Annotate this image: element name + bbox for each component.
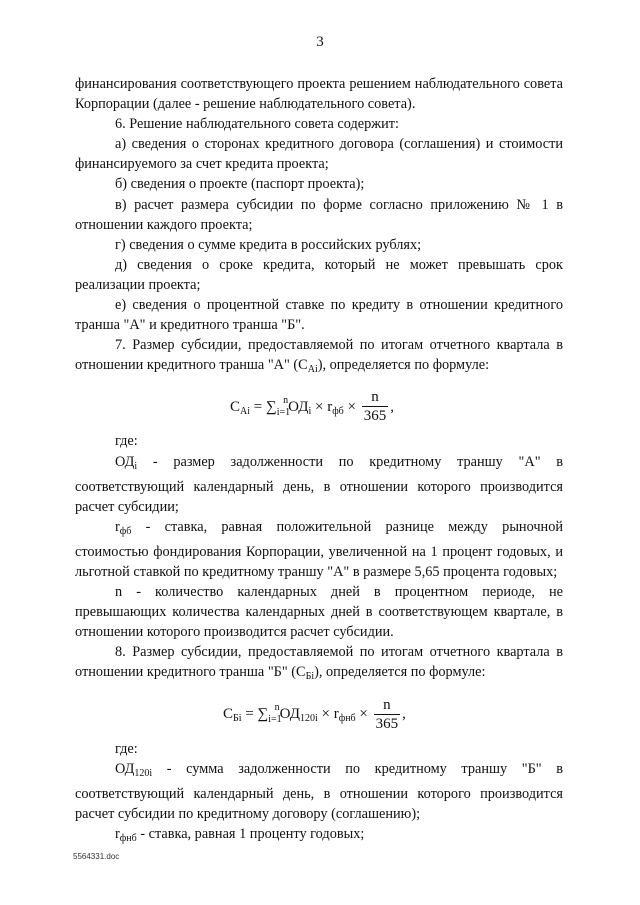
paragraph-6d: г) сведения о сумме кредита в российских рублях; xyxy=(115,236,422,253)
definition-od: $ОД_i$ - размер задолженности по кредитному траншу "А" в соответствующий календарный день, в отношении которого производится расчет субсидии; xyxy=(75,453,563,515)
paragraph-6a: а) сведения о сторонах кредитного договора (соглашения) и стоимости финансируемого за счет кредита проекта; xyxy=(75,136,563,173)
paragraph-6e: д) сведения о сроке кредита, который не может превышать срок реализации проекта; xyxy=(75,256,563,293)
paragraph-6c: в) расчет размера субсидии по форме согласно приложению № 1 в отношении каждого проекта; xyxy=(75,196,563,233)
definition-r-fb: $r_{фб}$ - ставка, равная положительной разнице между рыночной стоимостью фондирования Корпорации, увеличенной на 1 процент годовых, и льготной ставкой по кредитному траншу "А" в размере 5,65 процента годовых; xyxy=(75,518,563,580)
paragraph-continuation: финансирования соответствующего проекта решением наблюдательного совета Корпорации (далее - решение наблюдательного совета). xyxy=(75,76,563,113)
document-body xyxy=(75,74,563,849)
paragraph-7: 7. Размер субсидии, предоставляемой по итогам отчетного квартала в отношении кредитного транша "А" $(С_{Ai})$, определяется по формуле: xyxy=(75,337,563,376)
where-label: где: xyxy=(115,433,138,450)
paragraph-6b: б) сведения о проекте (паспорт проекта); xyxy=(115,176,365,193)
definition-r-fnb: $r_{фнб}$ - ставка, равная 1 проценту годовых; xyxy=(115,825,365,844)
fraction: $\frac{n}{365}$ xyxy=(375,696,399,732)
definition-od-120: $ОД_{120i}$ - сумма задолженности по кредитному траншу "Б" в соответствующий календарный день, в отношении которого производится расчет субсидии по кредитному договору (соглашению); xyxy=(75,760,563,822)
page-number: 3 xyxy=(316,34,324,50)
formula-tranche-b: $C_{Бi} = \sum_{i=1}^nОД_{120i} \times r_{фнб}$ × $\frac{n}{365}$ , xyxy=(223,696,406,732)
where-label: где: xyxy=(115,740,138,757)
paragraph-8: 8. Размер субсидии, предоставляемой по итогам отчетного квартала в отношении кредитного транша "Б" $(С_{Бi})$, определяется по формуле: xyxy=(75,644,563,683)
fraction: $\frac{n}{365}$ xyxy=(363,389,387,425)
document-footer: 5564331.doc xyxy=(73,852,120,861)
formula-tranche-a: $C_{Ai} = \sum_{i=1}^nОД_i \times r_{фб}$ × $\frac{n}{365}$ , xyxy=(230,389,394,425)
definition-n: n - количество календарных дней в процентном периоде, не превышающих количества календарных дней в соответствующем квартале, в отношении которого производится расчет субсидии. xyxy=(75,584,563,641)
paragraph-6f: е) сведения о процентной ставке по кредиту в отношении кредитного транша "А" и кредитного транша "Б". xyxy=(75,297,563,334)
paragraph-6: 6. Решение наблюдательного совета содержит: xyxy=(115,116,399,133)
